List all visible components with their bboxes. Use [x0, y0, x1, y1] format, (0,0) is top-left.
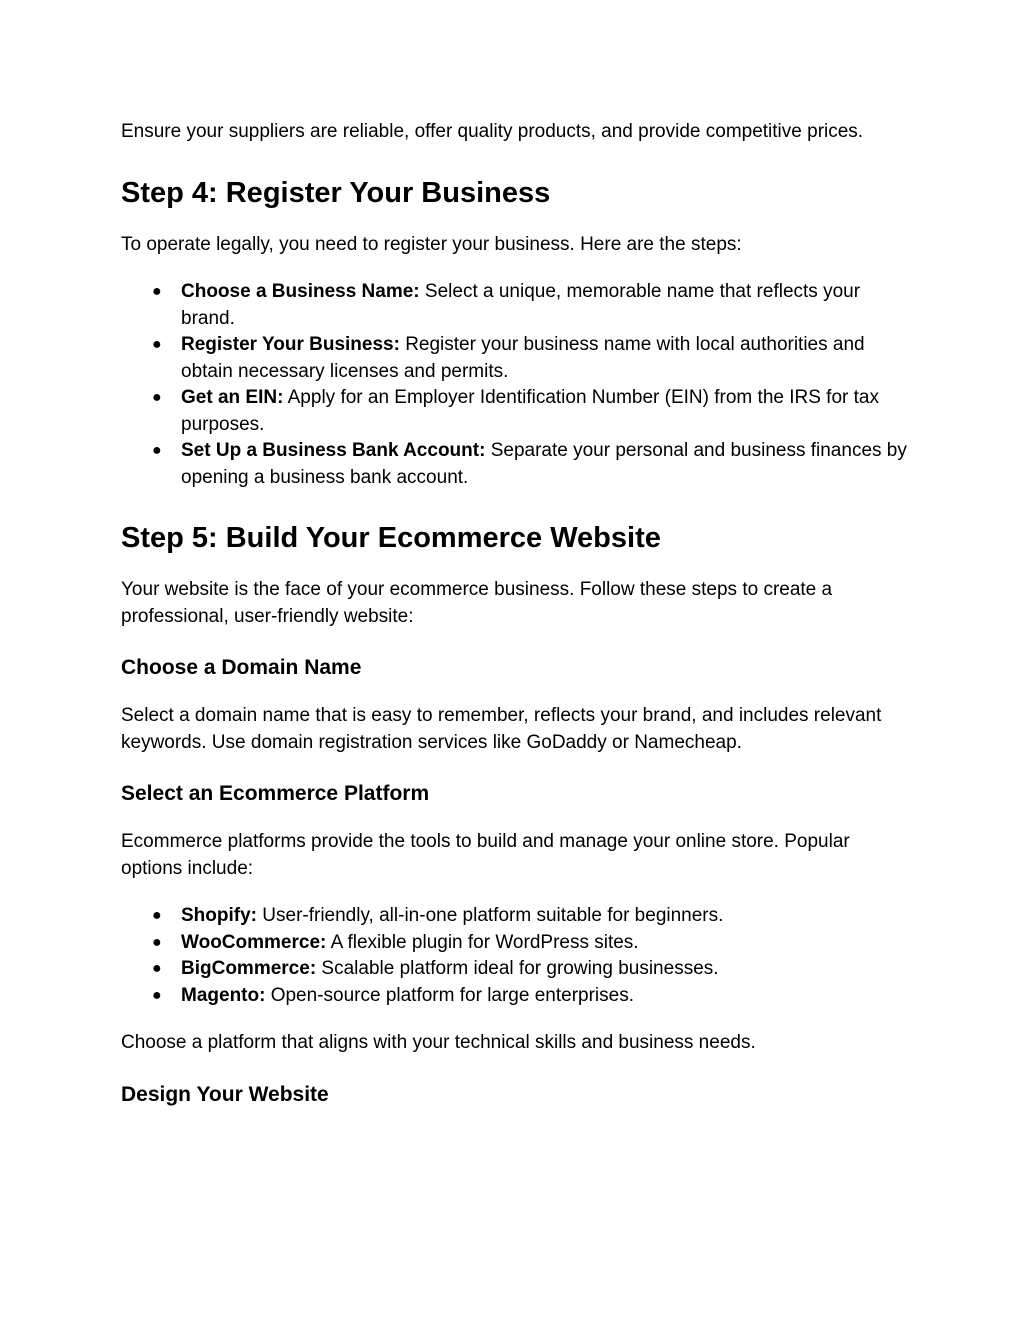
step5-intro-paragraph: Your website is the face of your ecommerce business. Follow these steps to create a professional, user-friendly website: [121, 579, 833, 627]
list-item-title: Magento: [181, 984, 266, 1006]
document-page [121, 119, 911, 1109]
step4-intro-paragraph: To operate legally, you need to register your business. Here are the steps: [121, 233, 742, 255]
list-item-text: User-friendly, all-in-one platform suitable for beginners. [257, 905, 724, 926]
list-item [121, 956, 911, 983]
list-item-title: Choose a Business Name: [181, 281, 420, 302]
list-item-title: Set Up a Business Bank Account: [181, 440, 486, 461]
list-item-text: Scalable platform ideal for growing businesses. [316, 958, 719, 979]
list-item-title: Register Your Business: [181, 334, 400, 355]
platform-subheading: Select an Ecommerce Platform [121, 782, 430, 805]
platform-list [121, 903, 911, 1009]
bullet-icon: ● [152, 986, 162, 1004]
step4-list [121, 279, 911, 491]
list-item-title: WooCommerce: [181, 931, 327, 953]
list-item [121, 385, 911, 438]
bullet-icon: ● [152, 336, 162, 353]
list-item-text: Open-source platform for large enterprises. [265, 984, 634, 1006]
list-item-text: A flexible plugin for WordPress sites. [326, 931, 639, 953]
domain-subheading: Choose a Domain Name [121, 656, 362, 679]
list-item [121, 279, 911, 332]
list-item-title: BigCommerce: [181, 958, 317, 979]
domain-paragraph: Select a domain name that is easy to remember, reflects your brand, and includes relevant keywords. Use domain registration services like GoDaddy or Namecheap. [121, 705, 882, 753]
list-item [121, 332, 911, 385]
platform-note-paragraph: Choose a platform that aligns with your technical skills and business needs. [121, 1032, 756, 1053]
list-item [121, 903, 911, 930]
list-item-title: Get an EIN: [181, 387, 284, 408]
platform-paragraph: Ecommerce platforms provide the tools to build and manage your online store. Popular options include: [121, 831, 850, 879]
list-item-text: Select a unique, memorable name that reflects your brand. [181, 281, 861, 329]
step4-heading: Step 4: Register Your Business [121, 176, 551, 209]
intro-paragraph: Ensure your suppliers are reliable, offer quality products, and provide competitive prices. [121, 121, 864, 142]
list-item [121, 438, 911, 491]
list-item [121, 930, 911, 957]
step5-heading: Step 5: Build Your Ecommerce Website [121, 522, 661, 554]
list-item-text: Register your business name with local authorities and obtain necessary licenses and permits. [181, 334, 865, 382]
bullet-icon: ● [152, 933, 162, 951]
bullet-icon: ● [152, 907, 162, 924]
design-subheading: Design Your Website [121, 1082, 329, 1106]
list-item [121, 983, 911, 1010]
bullet-icon: ● [152, 283, 162, 300]
bullet-icon: ● [152, 960, 162, 977]
list-item-text: Apply for an Employer Identification Number (EIN) from the IRS for tax purposes. [181, 387, 879, 435]
list-item-title: Shopify: [181, 905, 257, 926]
bullet-icon: ● [152, 389, 162, 406]
bullet-icon: ● [152, 442, 162, 459]
list-item-text: Separate your personal and business finances by opening a business bank account. [181, 440, 907, 488]
